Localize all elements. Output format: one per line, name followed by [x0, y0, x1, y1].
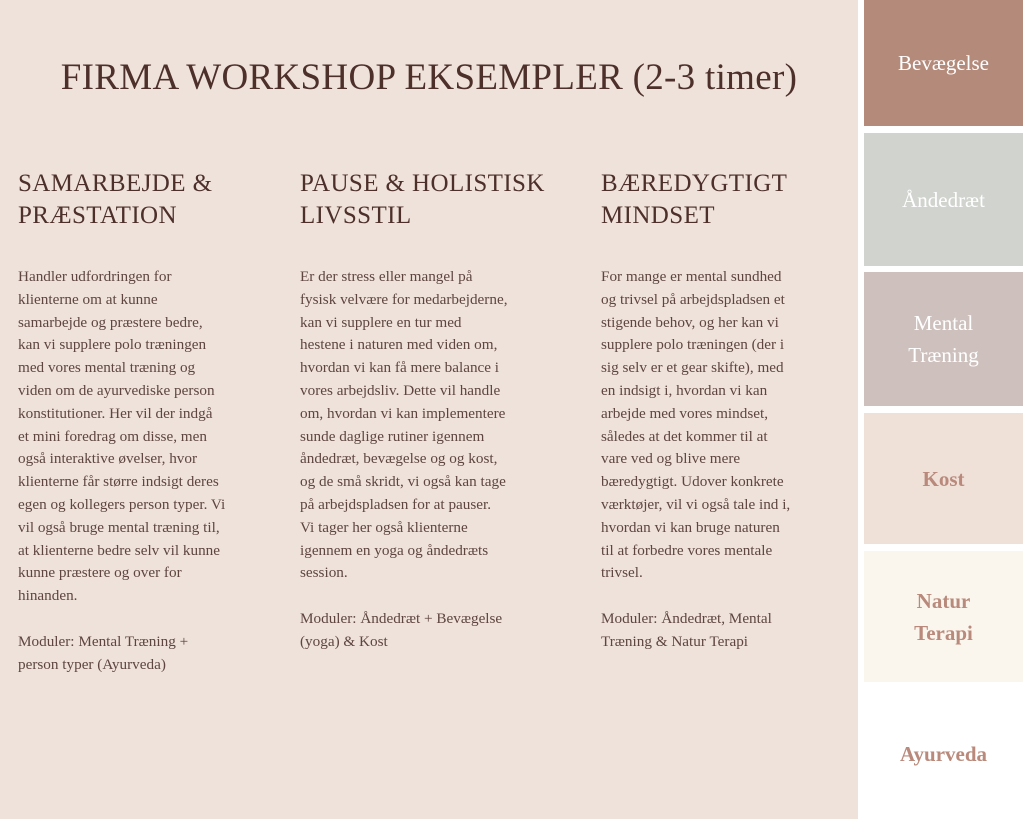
sidebar-item-mental-traening[interactable]: Mental Træning [864, 272, 1023, 406]
column-body-wrapper [18, 266, 283, 676]
column-modules: Moduler: Åndedræt, Mental Træning & Natur Terapi [601, 609, 772, 650]
column-body-wrapper [601, 266, 866, 654]
sidebar-item-andedraet[interactable]: Åndedræt [864, 133, 1023, 266]
column-heading: SAMARBEJDE & PRÆSTATION [18, 170, 213, 229]
workshop-column-pause [300, 168, 565, 650]
sidebar-item-bevaegelse[interactable]: Bevægelse [864, 0, 1023, 126]
column-heading: BÆREDYGTIGT MINDSET [601, 170, 788, 229]
sidebar-item-natur-terapi[interactable]: Natur Terapi [864, 551, 1023, 682]
column-modules: Moduler: Åndedræt + Bevægelse (yoga) & Kost [300, 609, 503, 650]
sidebar-item-ayurveda[interactable]: Ayurveda [864, 689, 1023, 819]
column-body-wrapper [300, 266, 565, 654]
column-body: Handler udfordringen for klienterne om at kunne samarbejde og præstere bedre, kan vi supplere polo træningen med vores mental træning og viden om de ayurvediske person konstitutioner. Her vil der indgå et mini foredrag om disse, men også interaktive øvelser, hvor klienterne får større indsigt deres egen og kollegers person typer. Vi vil også bruge mental træning til, at klienterne bedre selv vil kunne kunne præstere og over for hinanden. [18, 268, 226, 605]
column-body: For mange er mental sundhed og trivsel på arbejdspladsen et stigende behov, og her kan vi supplere polo træningen (der i sig selv er et gear skifte), med en indsigt i, hvordan vi kan arbejde med vores mindset, således at det kommer til at vare ved og blive mere bæredygtigt. Udover konkrete værktøjer, vil vi også tale ind i, hvordan vi kan bruge naturen til at forbedre vores mentale trivsel. [601, 268, 791, 582]
workshop-column-samarbejde [18, 168, 283, 673]
column-heading: PAUSE & HOLISTISK LIVSSTIL [300, 170, 545, 229]
workshop-column-baeredygtigt [601, 168, 866, 650]
sidebar-item-kost[interactable]: Kost [864, 413, 1023, 544]
column-body: Er der stress eller mangel på fysisk velvære for medarbejderne, kan vi supplere en tur med hestene i naturen med viden om, hvordan vi kan få mere balance i vores arbejdsliv. Dette vil handle om, hvordan vi kan implementere sunde daglige rutiner igennem åndedræt, bevægelse og og kost, og de små skridt, vi også kan tage på arbejdspladsen for at pauser. Vi tager her også klienterne igennem en yoga og åndedræts session. [300, 268, 508, 582]
page-title: FIRMA WORKSHOP EKSEMPLER (2-3 timer) [60, 57, 798, 98]
column-modules: Moduler: Mental Træning + person typer (Ayurveda) [18, 632, 189, 673]
